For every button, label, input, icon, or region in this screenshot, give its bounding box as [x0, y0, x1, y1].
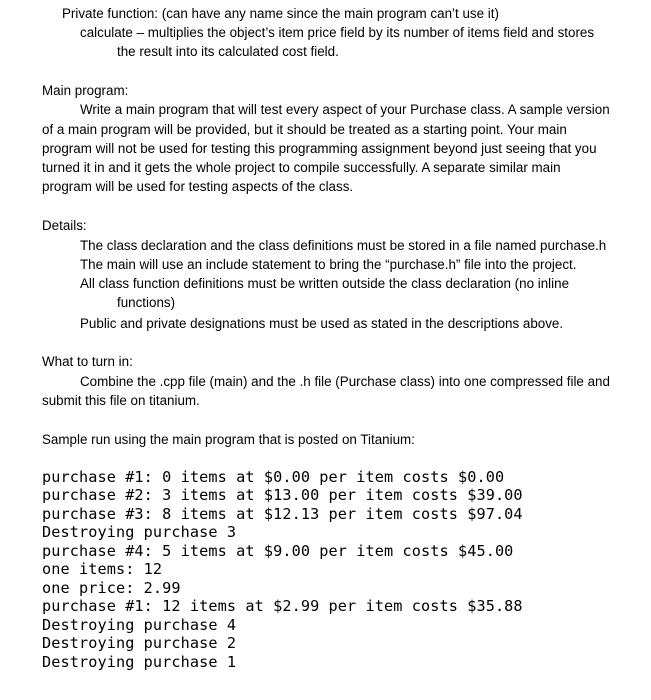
main-program-heading: Main program:	[42, 83, 129, 98]
main-program-line-4: turned it in and it gets the whole project to compile successfully. A separate similar main	[42, 160, 561, 175]
main-program-line-5: program will be used for testing aspects of the class.	[42, 179, 354, 194]
calculate-description-line-1: calculate – multiplies the object’s item price field by its number of items field and stores	[80, 25, 595, 40]
sample-output-line: purchase #2: 3 items at $13.00 per item costs $39.00	[42, 486, 523, 504]
sample-output-line: one items: 12	[42, 560, 163, 578]
sample-run-heading: Sample run using the main program that is posted on Titanium:	[42, 432, 415, 447]
sample-output-line: Destroying purchase 3	[42, 523, 237, 541]
details-line-1: The class declaration and the class definitions must be stored in a file named purchase.h	[80, 238, 607, 253]
turn-in-line-1: Combine the .cpp file (main) and the .h file (Purchase class) into one compressed file and	[80, 374, 610, 389]
sample-output-line: Destroying purchase 1	[42, 653, 237, 671]
main-program-line-1: Write a main program that will test every aspect of your Purchase class. A sample version	[80, 102, 610, 117]
main-program-line-2: of a main program will be provided, but it should be treated as a starting point. Your main	[42, 122, 567, 137]
sample-output-line: Destroying purchase 4	[42, 616, 237, 634]
sample-output-line: one price: 2.99	[42, 579, 181, 597]
sample-output-line: purchase #3: 8 items at $12.13 per item costs $97.04	[42, 505, 523, 523]
turn-in-heading: What to turn in:	[42, 354, 133, 369]
sample-output-line: Destroying purchase 2	[42, 634, 237, 652]
sample-output-line: purchase #4: 5 items at $9.00 per item costs $45.00	[42, 542, 514, 560]
sample-output-line: purchase #1: 12 items at $2.99 per item costs $35.88	[42, 597, 523, 615]
details-line-4: functions)	[117, 295, 176, 310]
turn-in-line-2: submit this file on titanium.	[42, 393, 200, 408]
main-program-line-3: program will not be used for testing this programming assignment beyond just seeing that you	[42, 141, 597, 156]
details-line-5: Public and private designations must be used as stated in the descriptions above.	[80, 316, 564, 331]
details-line-2: The main will use an include statement to bring the “purchase.h” file into the project.	[80, 257, 577, 272]
calculate-description-line-2: the result into its calculated cost field.	[117, 44, 339, 59]
details-heading: Details:	[42, 218, 87, 233]
details-line-3: All class function definitions must be written outside the class declaration (no inline	[80, 276, 570, 291]
sample-output-line: purchase #1: 0 items at $0.00 per item costs $0.00	[42, 468, 505, 486]
private-function-heading: Private function: (can have any name since the main program can’t use it)	[62, 6, 499, 21]
